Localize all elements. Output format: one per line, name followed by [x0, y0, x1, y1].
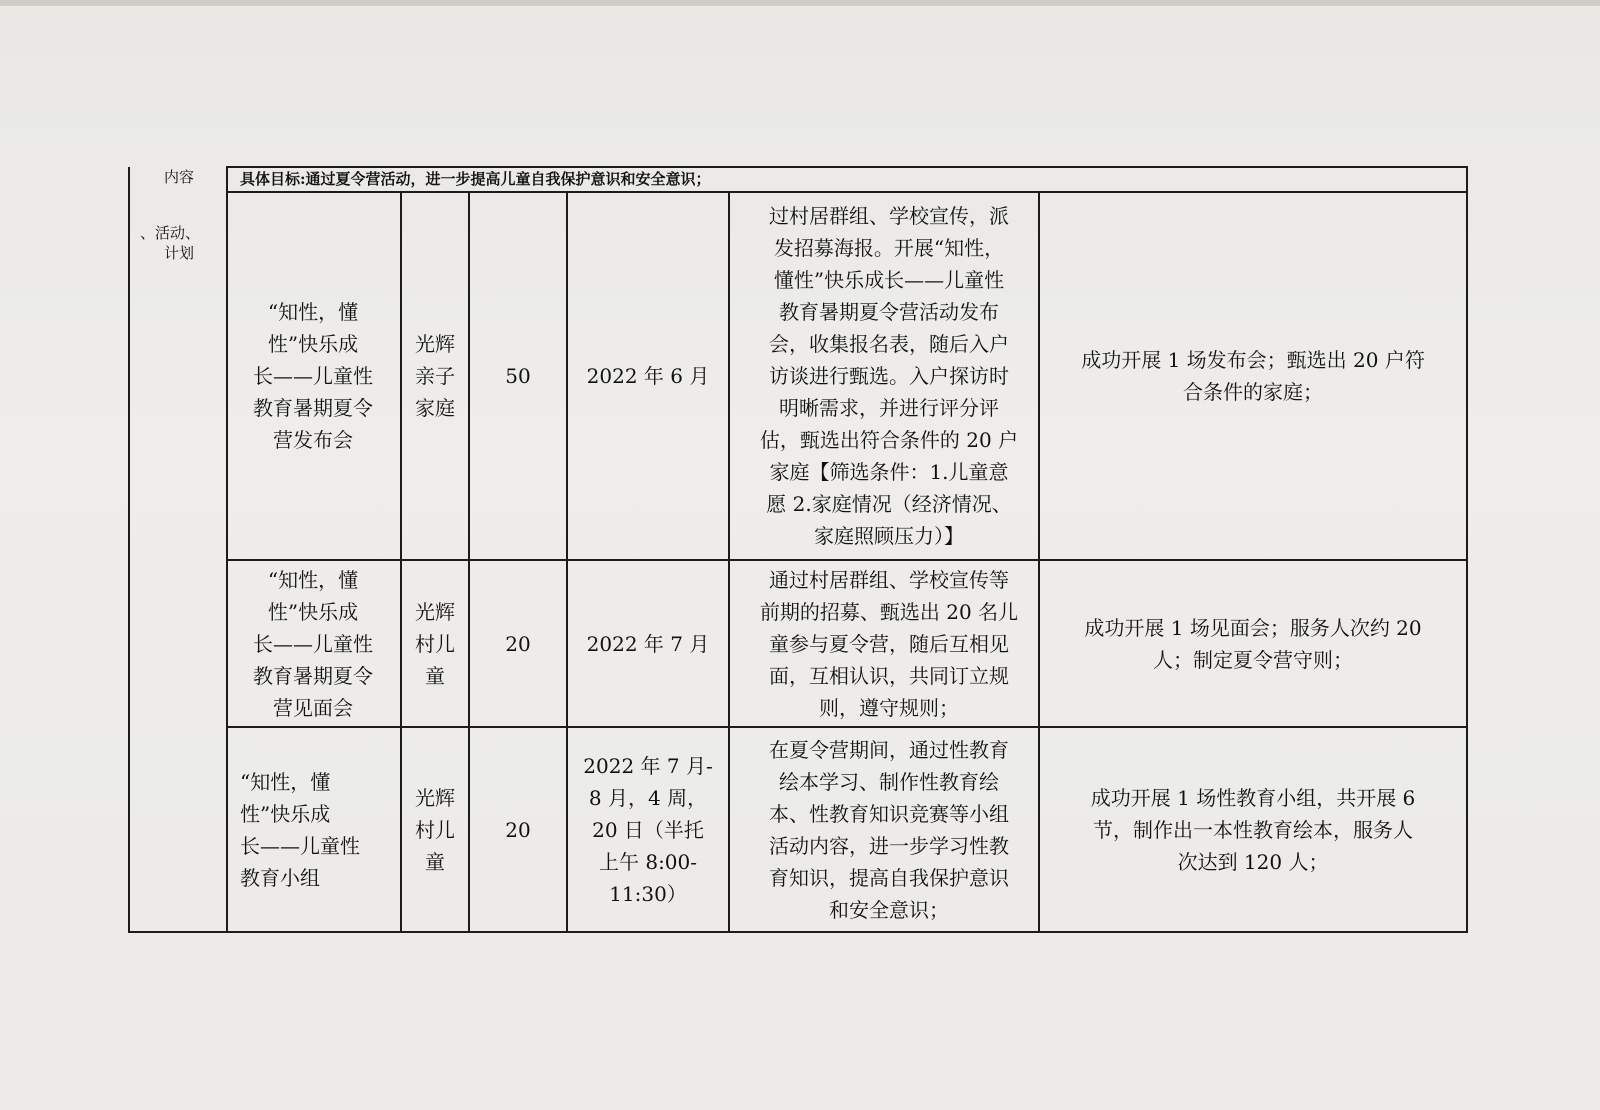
- activity-name: “知性，懂 性”快乐成 长——儿童性 教育暑期夏令 营见面会: [227, 560, 401, 728]
- side-label-cell: [129, 167, 227, 932]
- target-group: 光辉 村儿 童: [401, 727, 469, 932]
- side-label-content: 内容: [164, 168, 195, 186]
- expected-result: 成功开展 1 场性教育小组，共开展 6 节，制作出一本性教育绘本，服务人 次达到 120 人；: [1039, 727, 1467, 932]
- table-row: [129, 727, 1467, 932]
- side-label-plan: 计划: [164, 244, 195, 262]
- activity-content: 通过村居群组、学校宣传等 前期的招募、甄选出 20 名儿 童参与夏令营，随后互相见 面，互相认识，共同订立规 则，遵守规则；: [729, 560, 1039, 728]
- participant-count: 50: [469, 192, 567, 560]
- activity-time: 2022 年 6 月: [567, 192, 729, 560]
- activity-content: 过村居群组、学校宣传，派 发招募海报。开展“知性， 懂性”快乐成长——儿童性 教育暑期夏令营活动发布 会，收集报名表，随后入户 访谈进行甄选。入户探访时 明晰需求，并进行评分评 估，甄选出符合条件的 20 户 家庭【筛选条件：1.儿童意 愿 2.家庭情况（经济情况、 家庭照顾压力）】: [729, 192, 1039, 560]
- target-group: 光辉 村儿 童: [401, 560, 469, 728]
- activity-plan-table: [128, 166, 1468, 933]
- participant-count: 20: [469, 560, 567, 728]
- activity-name: “知性，懂 性”快乐成 长——儿童性 教育小组: [227, 727, 401, 932]
- participant-count: 20: [469, 727, 567, 932]
- expected-result: 成功开展 1 场见面会；服务人次约 20 人；制定夏令营守则；: [1039, 560, 1467, 728]
- activity-time: 2022 年 7 月- 8 月，4 周， 20 日（半托 上午 8:00- 11:30）: [567, 727, 729, 932]
- table-row: [129, 192, 1467, 560]
- side-label-activity: 、活动、: [140, 224, 201, 242]
- page-top-edge: [0, 0, 1600, 6]
- goal-row: [129, 167, 1467, 192]
- expected-result: 成功开展 1 场发布会；甄选出 20 户符 合条件的家庭；: [1039, 192, 1467, 560]
- table-row: [129, 560, 1467, 728]
- target-group: 光辉 亲子 家庭: [401, 192, 469, 560]
- activity-time: 2022 年 7 月: [567, 560, 729, 728]
- specific-goal: 具体目标:通过夏令营活动，进一步提高儿童自我保护意识和安全意识；: [227, 167, 1467, 192]
- activity-content: 在夏令营期间，通过性教育 绘本学习、制作性教育绘 本、性教育知识竞赛等小组 活动内容，进一步学习性教 育知识，提高自我保护意识 和安全意识；: [729, 727, 1039, 932]
- activity-name: “知性，懂 性”快乐成 长——儿童性 教育暑期夏令 营发布会: [227, 192, 401, 560]
